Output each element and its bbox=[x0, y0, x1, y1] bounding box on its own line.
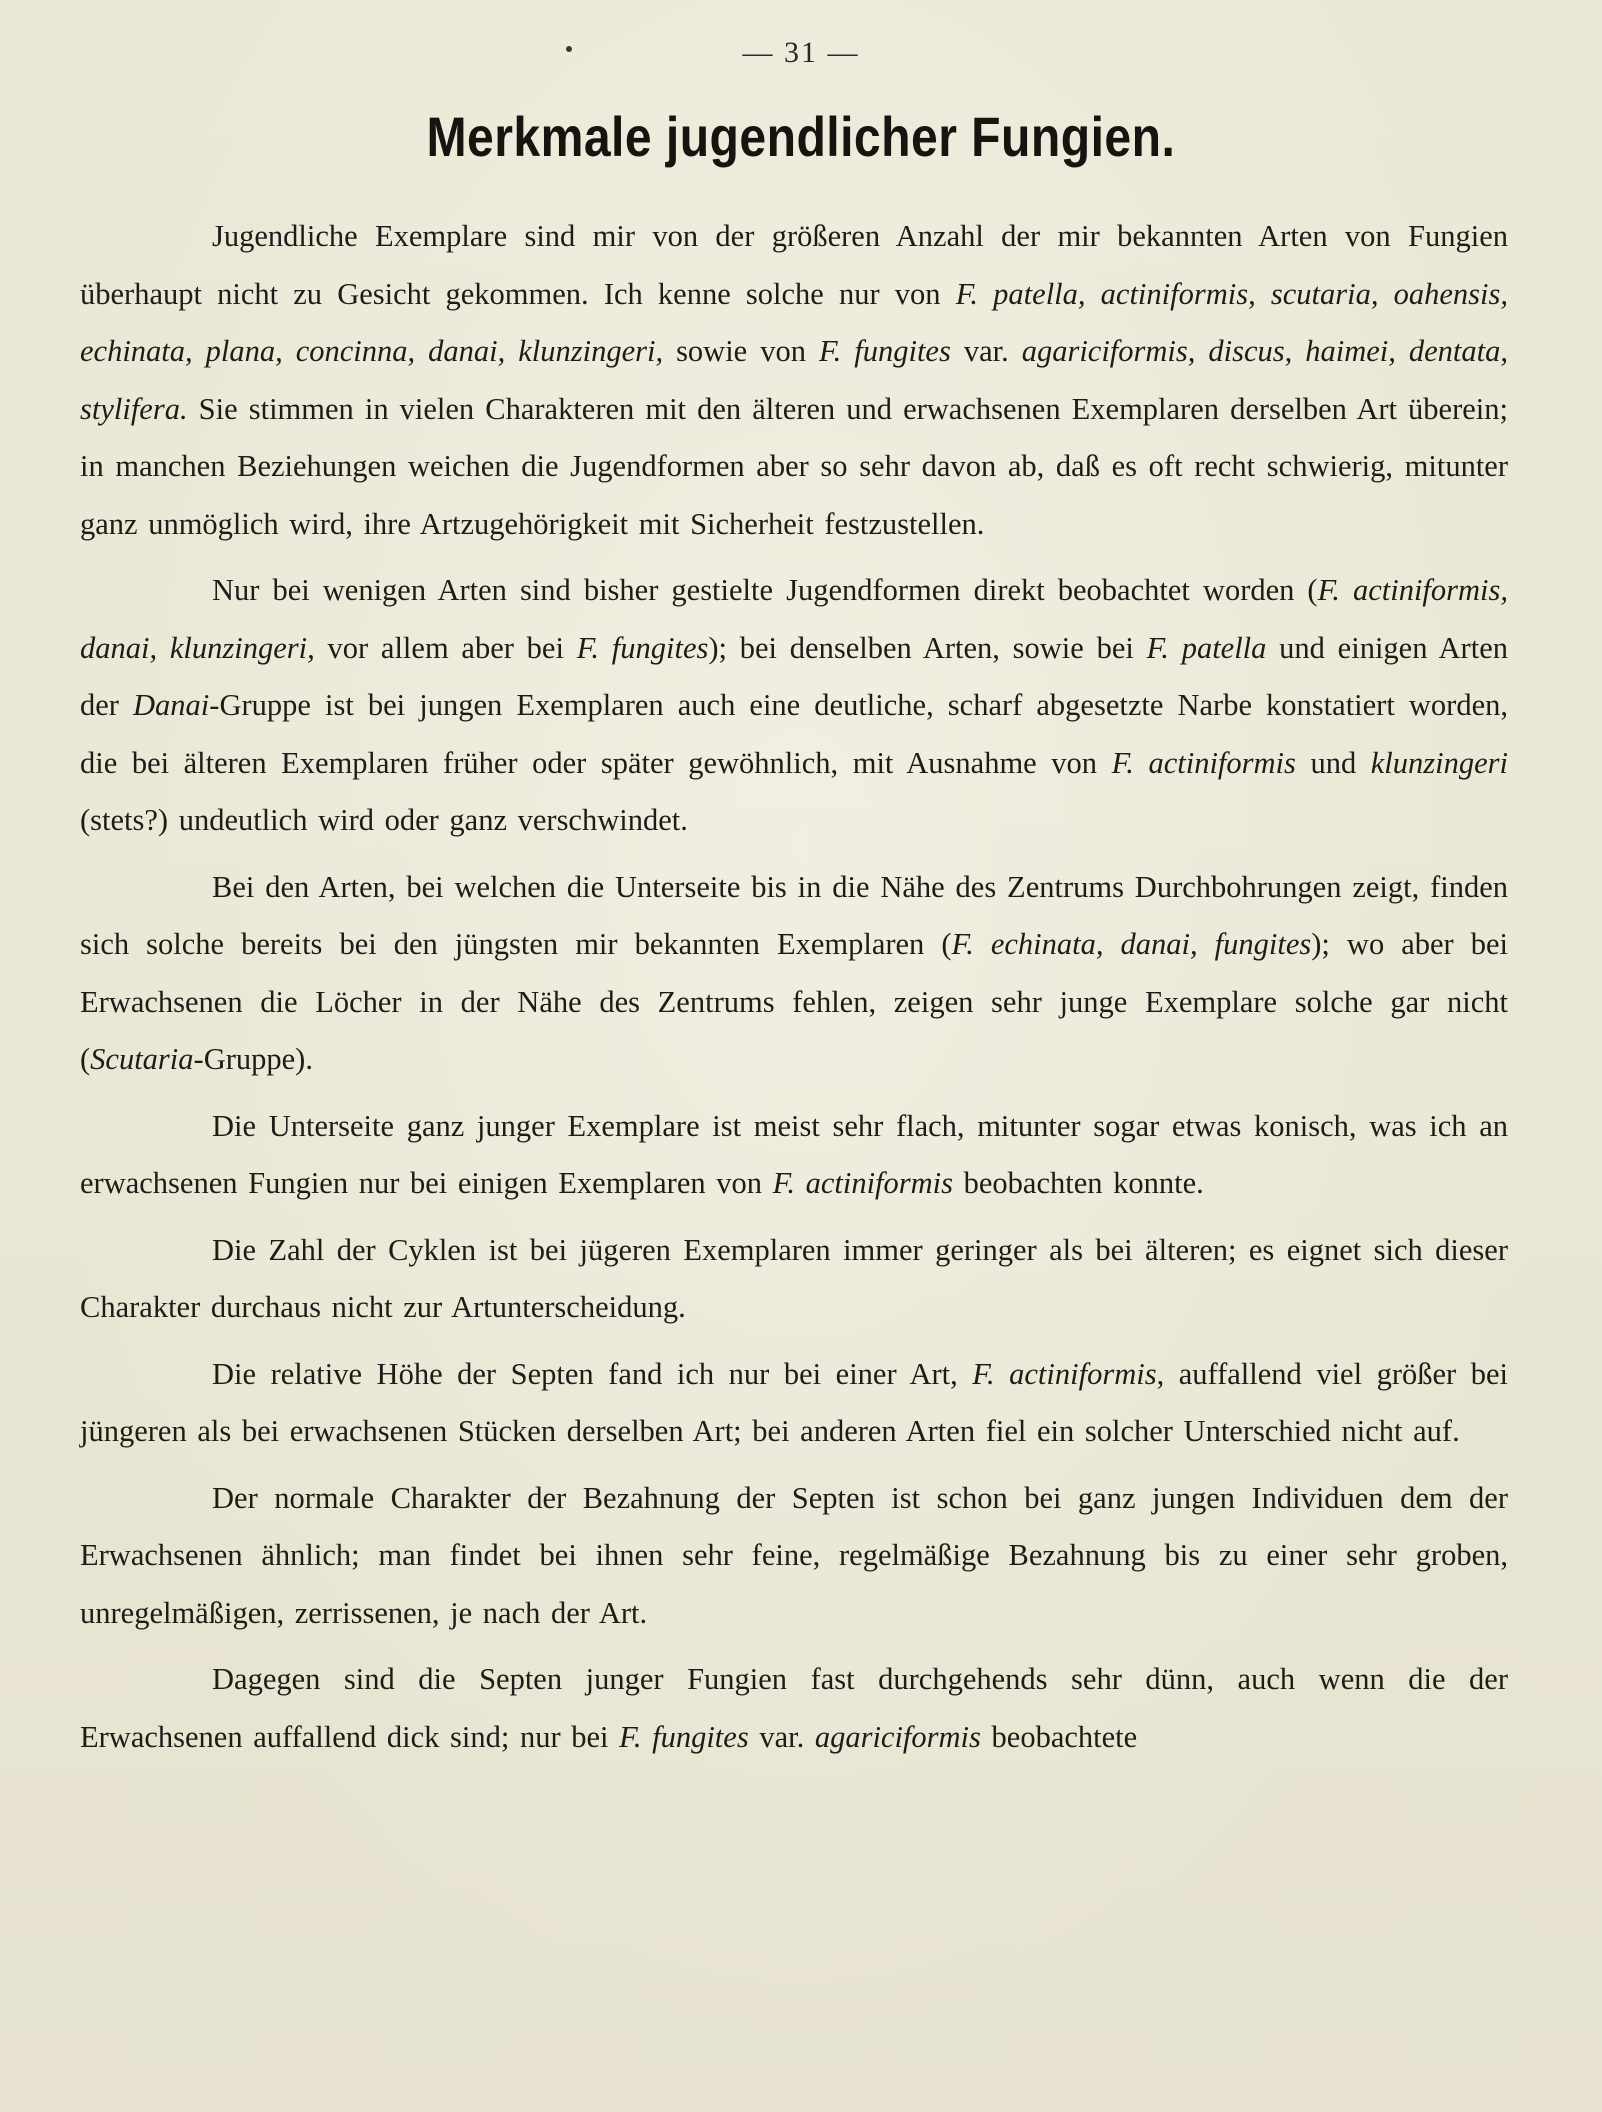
text-run: ); wo aber bei Erwachsenen die Löcher in der Nähe des Zentrums fehlen, zeigen sehr junge Exemplare solche gar nicht ( bbox=[80, 927, 1508, 1076]
paragraph-1 bbox=[80, 208, 1508, 553]
text-run: Sie stimmen in vielen Charakteren mit den älteren und erwachsenen Exemplaren derselben Art überein; in manchen Beziehungen weichen die Jugendformen aber so sehr davon ab, daß es oft recht schwierig, mitunter ganz unmöglich wird, ihre Artzugehörigkeit mit Sicherheit festzustellen. bbox=[80, 391, 1508, 541]
text-run: , auffallend viel größer bei jüngeren als bei erwachsenen Stücken derselben Art; bei anderen Arten fiel ein solcher Unterschied nicht auf. bbox=[80, 1356, 1508, 1448]
italic-run: F. fungites bbox=[576, 630, 709, 665]
italic-run: F. fungites bbox=[818, 334, 951, 368]
body-text bbox=[80, 208, 1508, 1766]
paragraph-6 bbox=[80, 1346, 1508, 1461]
paragraph-2 bbox=[80, 562, 1508, 850]
text-run: beobachten konnte. bbox=[953, 1166, 1204, 1200]
italic-run: F. actiniformis bbox=[972, 1356, 1157, 1391]
italic-run: F. fungites bbox=[619, 1719, 749, 1754]
paragraph-7 bbox=[80, 1470, 1508, 1643]
italic-run: agariciformis bbox=[814, 1719, 981, 1754]
text-run: und einigen Arten der bbox=[80, 630, 1508, 722]
italic-run: klunzingeri bbox=[1370, 745, 1508, 780]
text-run: beobachtete bbox=[980, 1719, 1138, 1754]
text-run: Die relative Höhe der Septen fand ich nur bei einer Art, bbox=[212, 1356, 973, 1391]
page-number: — 31 — bbox=[742, 36, 860, 69]
text-run: Die Unterseite ganz junger Exemplare ist meist sehr flach, mitunter sogar etwas konisch, was ich an erwachsenen Fungien nur bei einigen Exemplaren von bbox=[80, 1108, 1508, 1200]
italic-run: agariciformis, discus, haimei, dentata, stylifera. bbox=[80, 334, 1508, 426]
italic-run: F. actiniformis bbox=[1111, 745, 1296, 780]
text-run: (stets?) undeutlich wird oder ganz verschwindet. bbox=[80, 803, 688, 837]
text-run: sowie von bbox=[663, 334, 819, 368]
section-title: Merkmale jugendlicher Fungien. bbox=[426, 105, 1176, 168]
text-run: und bbox=[1295, 745, 1371, 780]
italic-run: F. patella bbox=[1146, 630, 1267, 665]
paragraph-3 bbox=[80, 859, 1508, 1089]
text-run: var. bbox=[950, 334, 1022, 368]
text-run: Die Zahl der Cyklen ist bei jügeren Exemplaren immer geringer als bei älteren; es eignet sich dieser Charakter durchaus nicht zur Artunterscheidung. bbox=[80, 1232, 1508, 1324]
text-run: Dagegen sind die Septen junger Fungien fast durchgehends sehr dünn, auch wenn die der Erwachsenen auffallend dick sind; nur bei bbox=[80, 1662, 1508, 1754]
text-run: var. bbox=[748, 1719, 815, 1754]
paragraph-8 bbox=[80, 1651, 1508, 1766]
text-run: -Gruppe ist bei jungen Exemplaren auch eine deutliche, scharf abgesetzte Narbe konstatiert worden, die bei älteren Exemplaren früher oder später gewöhnlich, mit Ausnahme von bbox=[80, 688, 1508, 780]
italic-run: F. actiniformis bbox=[772, 1166, 954, 1200]
italic-run: F. echinata, danai, fungites bbox=[951, 927, 1312, 961]
text-run: ); bei denselben Arten, sowie bei bbox=[708, 630, 1147, 665]
text-run: Bei den Arten, bei welchen die Unterseite bis in die Nähe des Zentrums Durchbohrungen zeigt, finden sich solche bereits bei den jüngsten mir bekannten Exemplaren ( bbox=[80, 869, 1508, 961]
paragraph-4 bbox=[80, 1098, 1508, 1213]
italic-run: F. actiniformis, danai, klunzingeri, bbox=[80, 573, 1509, 665]
text-run: Der normale Charakter der Bezahnung der Septen ist schon bei ganz jungen Individuen dem der Erwachsenen ähnlich; man findet bei ihnen sehr feine, regelmäßige Bezahnung bis zu einer sehr groben, unregelmäßigen, zerrissenen, je nach der Art. bbox=[80, 1480, 1508, 1630]
text-run: Nur bei wenigen Arten sind bisher gestielte Jugendformen direkt beobachtet worden ( bbox=[212, 573, 1318, 607]
italic-run: F. patella, actiniformis, scutaria, oahensis, echinata, plana, concinna, danai, klunzingeri, bbox=[80, 276, 1509, 368]
text-run: Jugendliche Exemplare sind mir von der größeren Anzahl der mir bekannten Arten von Fungien überhaupt nicht zu Gesicht gekommen. Ich kenne solche nur von bbox=[80, 219, 1508, 311]
text-run: vor allem aber bei bbox=[314, 630, 577, 665]
paragraph-5 bbox=[80, 1222, 1508, 1337]
italic-run: Danai bbox=[133, 688, 210, 722]
italic-run: Scutaria bbox=[90, 1042, 194, 1076]
text-run: -Gruppe). bbox=[193, 1042, 313, 1076]
